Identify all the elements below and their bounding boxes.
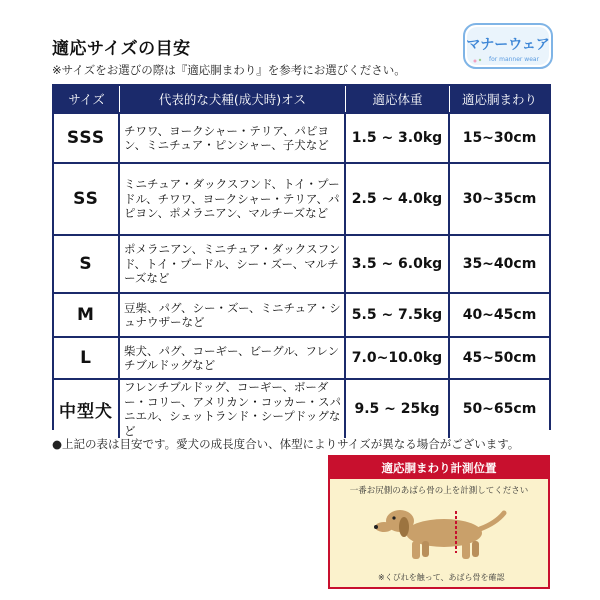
header-waist: 適応胴まわり: [450, 86, 549, 112]
waist-cell: 50~65cm: [450, 378, 549, 438]
weight-cell: 1.5 ~ 3.0kg: [346, 112, 450, 162]
logo-text: マナーウェア: [466, 37, 550, 53]
table-header-row: [54, 86, 549, 112]
measurement-instruction: 一番お尻側のあばら骨の上を計測してください: [349, 486, 529, 496]
breeds-cell: ポメラニアン、ミニチュア・ダックスフンド、トイ・プードル、シー・ズー、マルチーズなど: [120, 234, 346, 292]
header-weight: 適応体重: [346, 86, 450, 112]
measurement-guide: [328, 455, 550, 589]
size-cell: SSS: [54, 112, 120, 162]
weight-cell: 3.5 ~ 6.0kg: [346, 234, 450, 292]
weight-cell: 7.0~10.0kg: [346, 336, 450, 378]
size-cell: SS: [54, 162, 120, 234]
logo-sub: for manner wear: [488, 56, 540, 63]
waist-cell: 30~35cm: [450, 162, 549, 234]
table-row: [54, 292, 549, 336]
size-selection-note: ※サイズをお選びの際は『適応胴まわり』を参考にお選びください。: [52, 63, 406, 77]
table-row: [54, 336, 549, 378]
table-row: [54, 378, 549, 438]
manner-wear-logo: [462, 22, 554, 72]
weight-cell: 2.5 ~ 4.0kg: [346, 162, 450, 234]
breeds-cell: ミニチュア・ダックスフンド、トイ・プードル、チワワ、ヨークシャー・テリア、パピヨン、ポメラニアン、マルチーズなど: [120, 162, 346, 234]
size-cell: S: [54, 234, 120, 292]
size-cell: L: [54, 336, 120, 378]
header-breeds: 代表的な犬種(成犬時)オス: [120, 86, 346, 112]
measurement-guide-title: 適応胴まわり計測位置: [330, 457, 548, 479]
waist-cell: 15~30cm: [450, 112, 549, 162]
waist-cell: 40~45cm: [450, 292, 549, 336]
table-row: [54, 234, 549, 292]
page-title: 適応サイズの目安: [52, 39, 191, 59]
header-size: サイズ: [54, 86, 120, 112]
weight-cell: 5.5 ~ 7.5kg: [346, 292, 450, 336]
breeds-cell: 豆柴、パグ、シー・ズー、ミニチュア・シュナウザーなど: [120, 292, 346, 336]
waist-cell: 35~40cm: [450, 234, 549, 292]
waist-cell: 45~50cm: [450, 336, 549, 378]
breeds-cell: チワワ、ヨークシャー・テリア、パピヨン、ミニチュア・ピンシャー、子犬など: [120, 112, 346, 162]
size-table: [52, 84, 551, 438]
table-row: [54, 162, 549, 234]
disclaimer-note: ●上記の表は目安です。愛犬の成長度合い、体型によりサイズが異なる場合がございます。: [52, 437, 520, 451]
breeds-cell: フレンチブルドッグ、コーギー、ボーダー・コリー、アメリカン・コッカー・スパニエル、シェットランド・シープドッグなど: [120, 378, 346, 438]
size-cell: 中型犬: [54, 378, 120, 438]
measurement-caption: ※くびれを触って、あばら骨を確認: [378, 573, 505, 582]
weight-cell: 9.5 ~ 25kg: [346, 378, 450, 438]
table-row: [54, 112, 549, 162]
breeds-cell: 柴犬、パグ、コーギー、ビーグル、フレンチブルドッグなど: [120, 336, 346, 378]
size-cell: M: [54, 292, 120, 336]
dachshund-illustration: [370, 497, 510, 569]
